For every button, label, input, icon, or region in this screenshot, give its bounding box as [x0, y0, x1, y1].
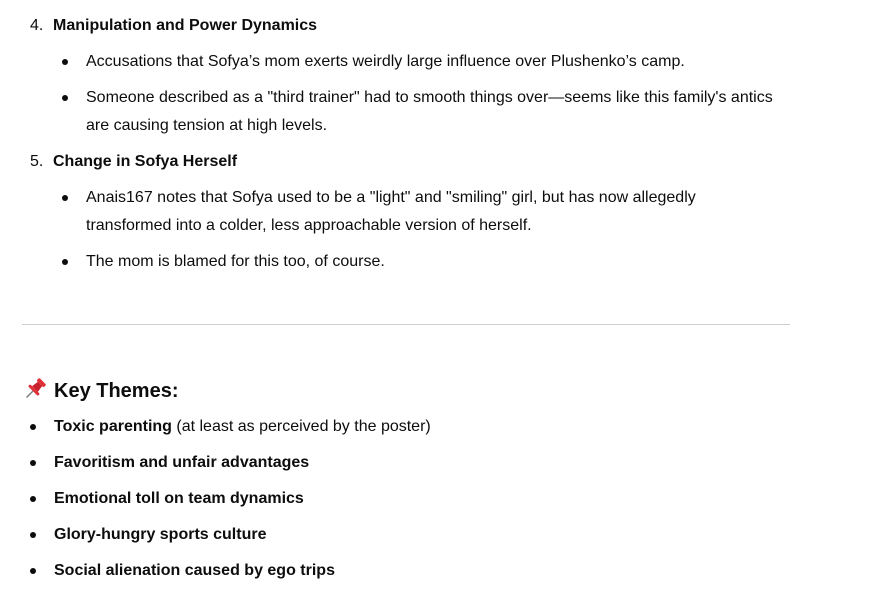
item-number: 5. — [30, 153, 44, 170]
list-item — [30, 449, 750, 477]
bullet-dot — [30, 532, 36, 538]
heading-text: Key Themes: — [54, 380, 179, 402]
list-item-text — [54, 449, 750, 477]
list-item-text — [54, 485, 750, 513]
bullet-dot — [62, 259, 68, 265]
item-number: 4. — [30, 17, 44, 34]
list-item — [30, 557, 750, 585]
list-item-text — [54, 521, 750, 549]
theme-bold: Toxic parenting — [54, 418, 172, 435]
numbered-item-4 — [30, 14, 317, 38]
list-item — [30, 485, 750, 513]
list-item — [30, 413, 750, 441]
list-item-text: The mom is blamed for this too, of course. — [86, 253, 385, 270]
item-title: Change in Sofya Herself — [53, 153, 238, 170]
list-item-text: Anais167 notes that Sofya used to be a "light" and "smiling" girl, but has now allegedly transformed into a colder, less approachable version of herself. — [86, 189, 696, 234]
bullet-dot — [30, 424, 36, 430]
list-item — [62, 48, 782, 76]
list-item — [62, 84, 782, 140]
key-themes-heading — [22, 376, 179, 404]
list-item-text: Accusations that Sofya’s mom exerts weirdly large influence over Plushenko’s camp. — [86, 53, 685, 70]
theme-bold: Favoritism and unfair advantages — [54, 454, 310, 471]
theme-bold: Glory-hungry sports culture — [54, 526, 267, 543]
bullet-dot — [30, 460, 36, 466]
pushpin-icon — [22, 376, 48, 402]
theme-bold: Emotional toll on team dynamics — [54, 490, 304, 507]
list-item-text — [54, 557, 750, 585]
bullet-dot — [30, 496, 36, 502]
list-item — [62, 184, 782, 240]
item-title: Manipulation and Power Dynamics — [53, 17, 318, 34]
list-item-text — [54, 413, 750, 441]
numbered-item-5 — [30, 150, 237, 174]
theme-rest: (at least as perceived by the poster) — [171, 418, 431, 435]
bullet-dot — [62, 95, 68, 101]
list-item-text: Someone described as a "third trainer" had to smooth things over—seems like this family's antics are causing tension at high levels. — [86, 89, 773, 134]
theme-bold: Social alienation caused by ego trips — [54, 562, 335, 579]
bullet-dot — [62, 195, 68, 201]
bullet-dot — [30, 568, 36, 574]
bullet-dot — [62, 59, 68, 65]
horizontal-divider — [22, 324, 790, 325]
list-item — [62, 248, 782, 276]
list-item — [30, 521, 750, 549]
